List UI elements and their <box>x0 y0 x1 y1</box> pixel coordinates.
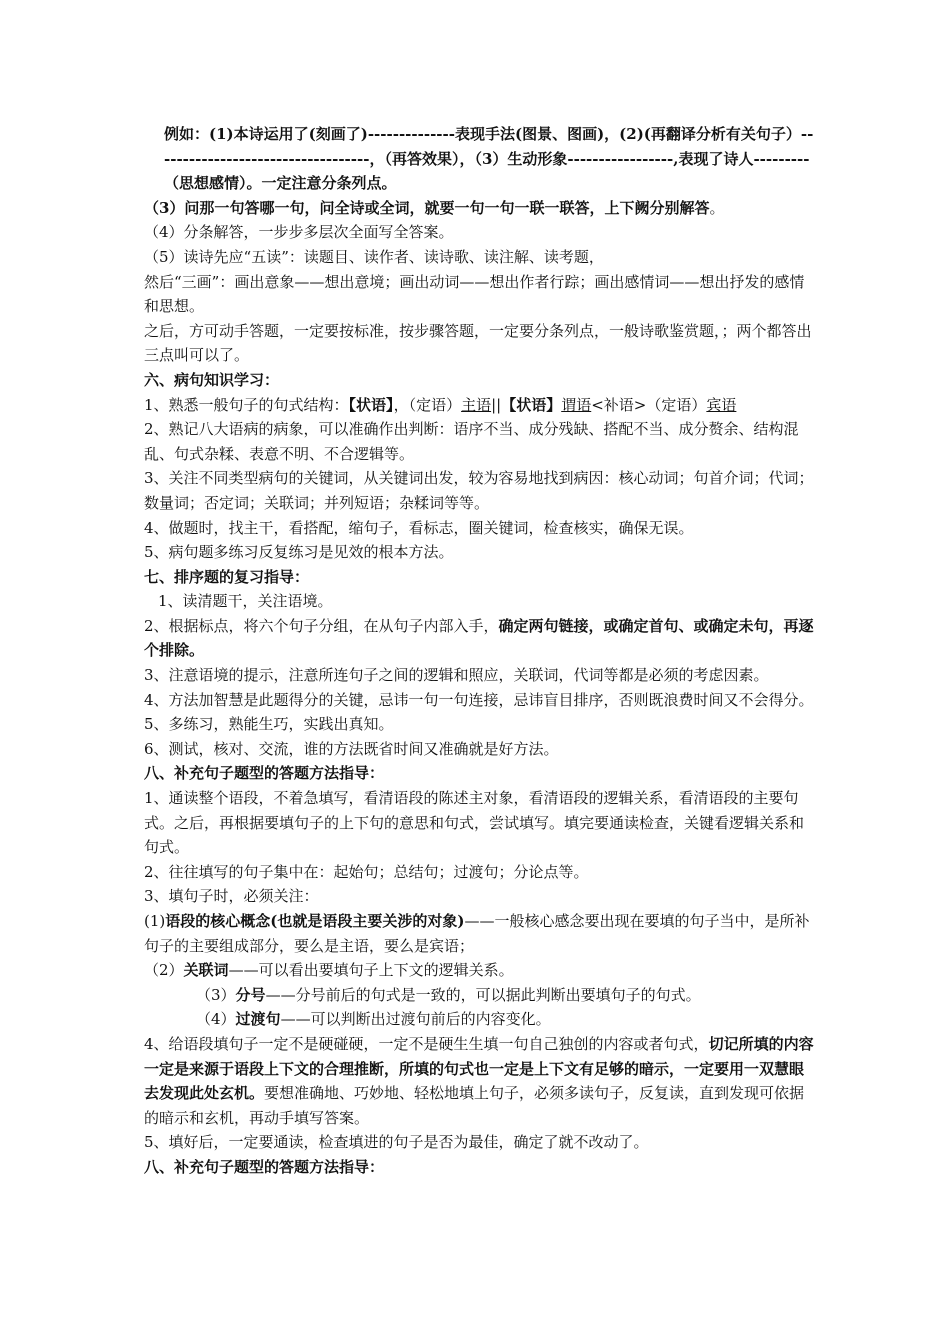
section-heading-6: 六、病句知识学习： <box>144 370 280 389</box>
s8-item-1: 1、通读整个语段，不着急填写，看清语段的陈述主对象，看清语段的逻辑关系，看清语段的主要句式。之后，再根据要填句子的上下句的意思和句式，尝试填写。填完要通读检查，关键看逻辑关系和句式。 <box>144 789 805 857</box>
s7-item-4: 4、方法加智慧是此题得分的关键，忌讳一句一句连接，忌讳盲目排序，否则既浪费时间又不会得分。 <box>144 690 814 709</box>
s8-sub-3: （3）分号——分号前后的句式是一致的，可以据此判断出要填句子的句式。 <box>196 985 701 1004</box>
s6-item-3: 3、关注不同类型病句的关键词，从关键词出发，较为容易地找到病因：核心动词；句首介词；代词；数量词；否定词；关联词；并列短语；杂糅词等等。 <box>144 469 814 512</box>
s8-sub-2: （2）关联词——可以看出要填句子上下文的逻辑关系。 <box>144 961 514 980</box>
example-paragraph: 例如：(1)本诗运用了(刻画了)--------------表现手法(图景、图画)，(2)(再翻译分析有关句子）-----------------------------------，（再答效果），（3）生动形象-----------------,表现了诗人---------（思想感情）。一定注意分条列点。 <box>164 125 814 193</box>
document-body <box>144 122 816 1180</box>
s7-item-6: 6、测试，核对、交流，谁的方法既省时间又准确就是好方法。 <box>144 739 559 758</box>
section-heading-7: 七、排序题的复习指导： <box>144 567 310 586</box>
s6-item-2: 2、熟记八大语病的病象，可以准确作出判断：语序不当、成分残缺、搭配不当、成分赘余、结构混乱、句式杂糅、表意不明、不合逻辑等。 <box>144 420 799 463</box>
three-draw-paragraph: 然后“三画”：画出意象——想出意境；画出动词——想出作者行踪；画出感情词——想出抒发的感情和思想。 <box>144 272 805 316</box>
then-paragraph: 之后，方可动手答题，一定要按标准，按步骤答题，一定要分条列点，一般诗歌鉴赏题，；两个都答出三点叫可以了。 <box>144 321 812 365</box>
s6-item-5: 5、病句题多练习反复练习是见效的根本方法。 <box>144 543 454 562</box>
s7-item-2: 2、根据标点，将六个句子分组，在从句子内部入手，确定两句链接，或确定首句、或确定未句，再逐个排除。 <box>144 616 814 660</box>
s7-item-3: 3、注意语境的提示，注意所连句子之间的逻辑和照应，关联词，代词等都是必须的考虑因素。 <box>144 666 769 685</box>
s6-item-4: 4、做题时，找主干，看搭配，缩句子，看标志，圈关键词，检查核实，确保无误。 <box>144 518 694 537</box>
s8-item-3: 3、填句子时，必须关注： <box>144 887 319 906</box>
item-4: （4）分条解答，一步步多层次全面写全答案。 <box>144 223 454 242</box>
item-3: （3）问那一句答哪一句，问全诗或全词，就要一句一句一联一联答，上下阙分别解答。 <box>144 198 725 217</box>
s7-item-5: 5、多练习，熟能生巧，实践出真知。 <box>144 715 394 734</box>
item-5: （5）读诗先应“五读”：读题目、读作者、读诗歌、读注解、读考题， <box>144 247 604 266</box>
s8-item-2: 2、往往填写的句子集中在：起始句；总结句；过渡句；分论点等。 <box>144 862 589 881</box>
s8-sub-4: （4）过渡句——可以判断出过渡句前后的内容变化。 <box>196 1010 551 1029</box>
s8-sub-1: (1)语段的核心概念(也就是语段主要关涉的对象)——一般核心感念要出现在要填的句子当中，是所补句子的主要组成部分，要么是主语，要么是宾语； <box>144 912 810 955</box>
s7-item-1: 1、读清题干，关注语境。 <box>158 592 333 611</box>
section-heading-8: 八、补充句子题型的答题方法指导： <box>144 764 385 783</box>
s8-item-4: 4、给语段填句子一定不是硬碰硬，一定不是硬生生填一句自己独创的内容或者句式，切记所填的内容一定是来源于语段上下文的合理推断，所填的句式也一定是上下文有足够的暗示，一定要用一双慧眼去发现此处玄机。要想准确地、巧妙地、轻松地填上句子，必须多读句子，反复读，直到发现可依据的暗示和玄机，再动手填写答案。 <box>144 1034 814 1127</box>
section-heading-8-repeat: 八、补充句子题型的答题方法指导： <box>144 1157 385 1176</box>
s8-item-5: 5、填好后，一定要通读，检查填进的句子是否为最佳，确定了就不改动了。 <box>144 1133 649 1152</box>
s6-item-1: 1、熟悉一般句子的句式结构：【状语】，（定语）主语||【状语】谓语<补语>（定语）宾语 <box>144 395 737 414</box>
